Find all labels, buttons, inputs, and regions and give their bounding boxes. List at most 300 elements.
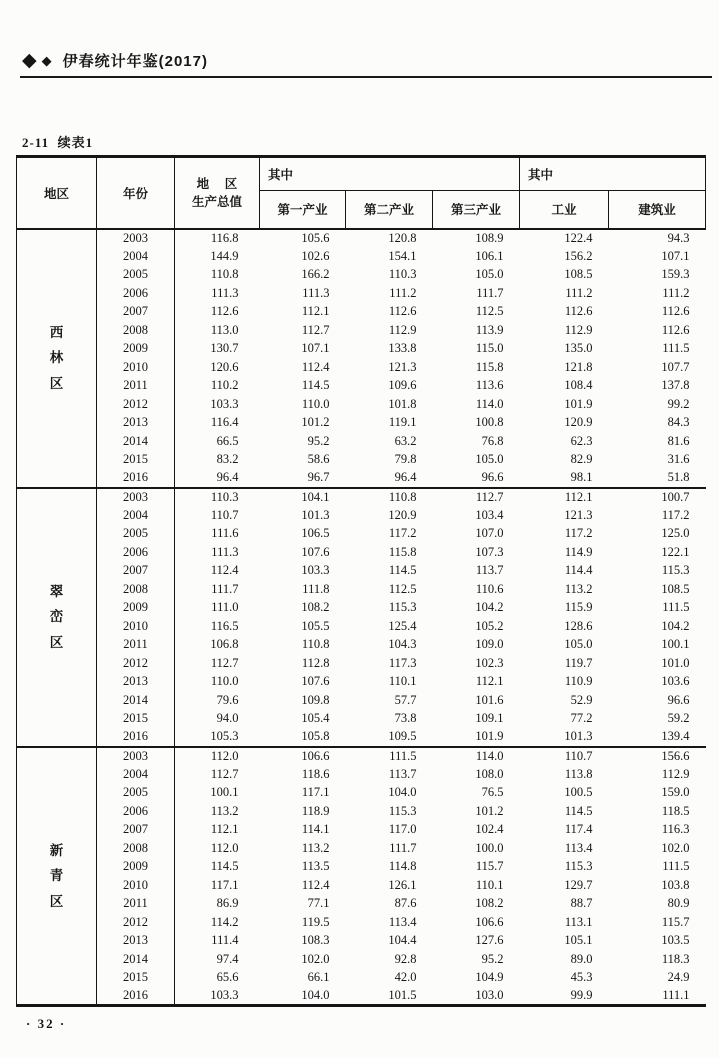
value-cell: 102.0 [301, 951, 330, 966]
table-row [17, 858, 706, 877]
value-cell: 110.9 [564, 674, 593, 689]
value-cell: 115.7 [475, 859, 504, 874]
year-cell: 2008 [97, 321, 175, 340]
page-number: · 32 · [26, 1016, 67, 1031]
value-cell: 103.6 [661, 674, 690, 689]
year-cell: 2007 [97, 821, 175, 840]
year-cell: 2003 [97, 488, 175, 507]
value-cell: 125.4 [388, 618, 417, 633]
value-cell: 103.4 [475, 507, 504, 522]
value-cell: 114.9 [564, 544, 593, 559]
value-cell: 76.5 [481, 785, 504, 800]
value-cell: 101.2 [475, 803, 504, 818]
value-cell: 112.4 [301, 877, 330, 892]
table-row [17, 673, 706, 692]
value-cell: 57.7 [394, 692, 417, 707]
value-cell: 115.9 [564, 600, 593, 615]
year-cell: 2013 [97, 932, 175, 951]
value-cell: 115.3 [564, 859, 593, 874]
col-header-year: 年份 [97, 157, 175, 229]
region-char: 林 [49, 350, 64, 366]
statistics-table [16, 155, 706, 1007]
region-char: 峦 [49, 609, 64, 625]
value-cell: 107.6 [301, 674, 330, 689]
value-cell: 103.3 [175, 987, 260, 1006]
value-cell: 101.3 [301, 507, 330, 522]
value-cell: 114.4 [564, 563, 593, 578]
table-row [17, 839, 706, 858]
value-cell: 113.7 [388, 766, 417, 781]
value-cell: 101.2 [301, 415, 330, 430]
table-body [17, 229, 706, 1006]
value-cell: 106.6 [260, 747, 346, 766]
table-row [17, 654, 706, 673]
value-cell: 107.1 [301, 341, 330, 356]
value-cell: 111.5 [662, 341, 690, 356]
table-row [17, 636, 706, 655]
value-cell: 95.2 [307, 433, 330, 448]
value-cell: 121.3 [564, 507, 593, 522]
year-cell: 2007 [97, 562, 175, 581]
value-cell: 105.2 [475, 618, 504, 633]
value-cell: 111.1 [662, 988, 690, 1002]
table-row [17, 562, 706, 581]
value-cell: 111.5 [346, 747, 433, 766]
year-cell: 2011 [97, 636, 175, 655]
value-cell: 111.2 [389, 285, 417, 300]
value-cell: 81.6 [667, 433, 690, 448]
yearbook-title: 伊春统计年鉴(2017) [62, 53, 208, 70]
value-cell: 159.3 [661, 267, 690, 282]
value-cell: 113.2 [175, 802, 260, 821]
value-cell: 117.3 [388, 655, 417, 670]
value-cell: 110.1 [475, 877, 504, 892]
year-cell: 2003 [97, 747, 175, 766]
value-cell: 77.1 [307, 896, 330, 911]
value-cell: 105.5 [301, 618, 330, 633]
year-cell: 2006 [97, 543, 175, 562]
col-header-secondary-industry: 第二产业 [346, 191, 433, 229]
value-cell: 129.7 [564, 877, 593, 892]
value-cell: 100.1 [661, 637, 690, 652]
table-row [17, 765, 706, 784]
value-cell: 112.6 [175, 303, 260, 322]
year-cell: 2015 [97, 710, 175, 729]
col-header-gdp [175, 157, 260, 229]
year-cell: 2015 [97, 451, 175, 470]
value-cell: 135.0 [564, 341, 593, 356]
region-label [17, 488, 97, 747]
value-cell: 113.6 [475, 378, 504, 393]
value-cell: 115.3 [661, 563, 690, 578]
value-cell: 106.1 [475, 248, 504, 263]
value-cell: 111.3 [175, 284, 260, 303]
value-cell: 112.1 [301, 304, 330, 319]
value-cell: 112.1 [520, 488, 609, 507]
value-cell: 107.7 [661, 359, 690, 374]
value-cell: 106.5 [301, 526, 330, 541]
value-cell: 100.1 [175, 784, 260, 803]
value-cell: 113.0 [175, 321, 260, 340]
value-cell: 119.7 [564, 655, 593, 670]
region-char: 区 [49, 375, 64, 391]
value-cell: 127.6 [475, 933, 504, 948]
value-cell: 105.1 [564, 933, 593, 948]
value-cell: 110.7 [175, 506, 260, 525]
value-cell: 108.3 [301, 933, 330, 948]
table-row [17, 895, 706, 914]
value-cell: 102.3 [475, 655, 504, 670]
value-cell: 100.8 [475, 415, 504, 430]
year-cell: 2014 [97, 432, 175, 451]
value-cell: 107.0 [475, 526, 504, 541]
table-row [17, 266, 706, 285]
value-cell: 98.1 [570, 470, 593, 485]
value-cell: 102.6 [301, 248, 330, 263]
table-row [17, 525, 706, 544]
year-cell: 2013 [97, 673, 175, 692]
year-cell: 2016 [97, 987, 175, 1006]
value-cell: 120.8 [388, 230, 417, 245]
value-cell: 112.6 [388, 304, 417, 319]
table-row [17, 358, 706, 377]
value-cell: 117.1 [175, 876, 260, 895]
value-cell: 128.6 [564, 618, 593, 633]
year-cell: 2014 [97, 691, 175, 710]
value-cell: 106.8 [175, 636, 260, 655]
value-cell: 112.1 [175, 821, 260, 840]
table-row [17, 913, 706, 932]
table-row [17, 469, 706, 488]
running-head [22, 50, 208, 71]
value-cell: 114.5 [175, 858, 260, 877]
table-row [17, 876, 706, 895]
value-cell: 110.3 [175, 488, 260, 507]
value-cell: 84.3 [667, 415, 690, 430]
value-cell: 103.8 [661, 877, 690, 892]
region-char: 新 [49, 842, 64, 858]
value-cell: 156.6 [609, 747, 706, 766]
value-cell: 58.6 [307, 452, 330, 467]
year-cell: 2004 [97, 765, 175, 784]
value-cell: 104.1 [260, 488, 346, 507]
year-cell: 2011 [97, 895, 175, 914]
region-char: 区 [49, 893, 64, 909]
region-char: 西 [49, 324, 64, 340]
value-cell: 101.6 [475, 692, 504, 707]
value-cell: 133.8 [388, 341, 417, 356]
col-header-construction: 建筑业 [609, 191, 706, 229]
value-cell: 107.6 [301, 544, 330, 559]
value-cell: 59.2 [667, 711, 690, 726]
year-cell: 2009 [97, 858, 175, 877]
value-cell: 112.6 [661, 322, 690, 337]
value-cell: 166.2 [301, 267, 330, 282]
value-cell: 122.4 [564, 230, 593, 245]
value-cell: 144.9 [175, 247, 260, 266]
col-group-of-which-2: 其中 [520, 157, 706, 191]
year-cell: 2005 [97, 525, 175, 544]
value-cell: 114.1 [301, 822, 330, 837]
year-cell: 2016 [97, 728, 175, 747]
value-cell: 137.8 [661, 378, 690, 393]
value-cell: 116.4 [175, 414, 260, 433]
value-cell: 45.3 [570, 970, 593, 985]
year-cell: 2009 [97, 340, 175, 359]
value-cell: 107.1 [661, 248, 690, 263]
value-cell: 108.9 [475, 230, 504, 245]
value-cell: 73.8 [394, 711, 417, 726]
value-cell: 112.8 [301, 655, 330, 670]
year-cell: 2006 [97, 802, 175, 821]
value-cell: 105.0 [475, 452, 504, 467]
value-cell: 100.5 [564, 785, 593, 800]
value-cell: 116.5 [175, 617, 260, 636]
value-cell: 77.2 [570, 711, 593, 726]
value-cell: 117.0 [388, 822, 417, 837]
value-cell: 112.9 [388, 322, 417, 337]
value-cell: 83.2 [175, 451, 260, 470]
value-cell: 102.0 [661, 840, 690, 855]
value-cell: 110.7 [520, 747, 609, 766]
year-cell: 2008 [97, 839, 175, 858]
value-cell: 112.4 [175, 562, 260, 581]
region-char: 区 [49, 634, 64, 650]
col-header-gdp-line1: 地 区 [196, 176, 238, 191]
value-cell: 100.7 [609, 488, 706, 507]
table-row [17, 303, 706, 322]
value-cell: 88.7 [570, 896, 593, 911]
value-cell: 113.4 [564, 840, 593, 855]
value-cell: 119.1 [388, 415, 417, 430]
year-cell: 2016 [97, 469, 175, 488]
value-cell: 82.9 [570, 452, 593, 467]
region-char: 青 [49, 868, 64, 883]
year-cell: 2015 [97, 969, 175, 988]
value-cell: 108.5 [661, 581, 690, 596]
col-group-of-which-1: 其中 [260, 157, 520, 191]
table-row [17, 247, 706, 266]
value-cell: 112.6 [564, 304, 593, 319]
value-cell: 112.9 [661, 766, 690, 781]
value-cell: 101.5 [388, 988, 417, 1002]
diamond-small-icon: ◆ [41, 53, 53, 68]
table-row [17, 617, 706, 636]
value-cell: 108.4 [564, 378, 593, 393]
value-cell: 86.9 [175, 895, 260, 914]
value-cell: 113.2 [301, 840, 330, 855]
value-cell: 99.2 [667, 396, 690, 411]
value-cell: 97.4 [175, 950, 260, 969]
value-cell: 104.2 [661, 618, 690, 633]
value-cell: 109.5 [388, 729, 417, 744]
value-cell: 111.5 [662, 600, 690, 615]
value-cell: 111.0 [175, 599, 260, 618]
value-cell: 111.7 [175, 580, 260, 599]
value-cell: 24.9 [667, 970, 690, 985]
value-cell: 115.8 [388, 544, 417, 559]
value-cell: 114.5 [388, 563, 417, 578]
value-cell: 117.2 [564, 526, 593, 541]
value-cell: 104.4 [388, 933, 417, 948]
table-row [17, 488, 706, 507]
value-cell: 79.8 [394, 452, 417, 467]
value-cell: 115.3 [388, 600, 417, 615]
year-cell: 2004 [97, 506, 175, 525]
value-cell: 112.9 [564, 322, 593, 337]
table-row [17, 432, 706, 451]
value-cell: 105.4 [301, 711, 330, 726]
value-cell: 96.4 [394, 470, 417, 485]
table-row [17, 987, 706, 1006]
region-label [17, 747, 97, 1006]
region-label [17, 229, 97, 488]
value-cell: 112.7 [301, 322, 330, 337]
value-cell: 114.5 [301, 378, 330, 393]
value-cell: 120.9 [388, 507, 417, 522]
value-cell: 104.0 [301, 988, 330, 1002]
value-cell: 109.1 [475, 711, 504, 726]
table-row [17, 932, 706, 951]
table-row [17, 340, 706, 359]
value-cell: 103.3 [175, 395, 260, 414]
value-cell: 110.2 [175, 377, 260, 396]
value-cell: 42.0 [394, 970, 417, 985]
year-cell: 2005 [97, 784, 175, 803]
table-row [17, 821, 706, 840]
value-cell: 105.0 [475, 267, 504, 282]
value-cell: 111.7 [476, 285, 504, 300]
value-cell: 112.7 [175, 654, 260, 673]
value-cell: 119.5 [301, 914, 330, 929]
year-cell: 2005 [97, 266, 175, 285]
value-cell: 118.6 [301, 766, 330, 781]
value-cell: 105.6 [301, 230, 330, 245]
value-cell: 101.8 [388, 396, 417, 411]
value-cell: 112.5 [475, 304, 504, 319]
value-cell: 115.8 [475, 359, 504, 374]
value-cell: 94.3 [667, 230, 690, 245]
value-cell: 118.5 [661, 803, 690, 818]
value-cell: 62.3 [570, 433, 593, 448]
value-cell: 115.7 [661, 914, 690, 929]
year-cell: 2013 [97, 414, 175, 433]
value-cell: 112.4 [301, 359, 330, 374]
value-cell: 87.6 [394, 896, 417, 911]
value-cell: 113.9 [475, 322, 504, 337]
value-cell: 121.8 [564, 359, 593, 374]
value-cell: 105.8 [301, 729, 330, 744]
value-cell: 52.9 [570, 692, 593, 707]
value-cell: 110.3 [388, 267, 417, 282]
value-cell: 126.1 [388, 877, 417, 892]
col-header-industry: 工业 [520, 191, 609, 229]
value-cell: 154.1 [388, 248, 417, 263]
value-cell: 111.4 [175, 932, 260, 951]
value-cell: 104.2 [475, 600, 504, 615]
value-cell: 101.0 [661, 655, 690, 670]
value-cell: 113.4 [388, 914, 417, 929]
value-cell: 113.7 [475, 563, 504, 578]
value-cell: 76.8 [481, 433, 504, 448]
year-cell: 2012 [97, 654, 175, 673]
year-cell: 2006 [97, 284, 175, 303]
value-cell: 156.2 [564, 248, 593, 263]
value-cell: 118.3 [661, 951, 690, 966]
year-cell: 2004 [97, 247, 175, 266]
value-cell: 108.5 [564, 267, 593, 282]
table-row [17, 284, 706, 303]
value-cell: 117.2 [661, 507, 690, 522]
value-cell: 115.3 [388, 803, 417, 818]
value-cell: 110.8 [175, 266, 260, 285]
value-cell: 139.4 [661, 729, 690, 744]
value-cell: 63.2 [394, 433, 417, 448]
value-cell: 111.5 [662, 859, 690, 874]
value-cell: 112.6 [661, 304, 690, 319]
value-cell: 112.0 [175, 839, 260, 858]
value-cell: 115.0 [475, 341, 504, 356]
table-row [17, 321, 706, 340]
col-header-region: 地区 [17, 157, 97, 229]
value-cell: 96.7 [307, 470, 330, 485]
table-row [17, 802, 706, 821]
header-rule [20, 76, 712, 78]
value-cell: 118.9 [301, 803, 330, 818]
value-cell: 104.3 [388, 637, 417, 652]
value-cell: 95.2 [481, 951, 504, 966]
value-cell: 114.2 [175, 913, 260, 932]
value-cell: 109.6 [388, 378, 417, 393]
table-row [17, 543, 706, 562]
value-cell: 51.8 [667, 470, 690, 485]
value-cell: 66.5 [175, 432, 260, 451]
value-cell: 108.2 [301, 600, 330, 615]
value-cell: 114.8 [388, 859, 417, 874]
table-caption: 2-11 续表1 [22, 135, 94, 150]
value-cell: 114.0 [475, 396, 504, 411]
table-head [17, 157, 706, 229]
value-cell: 113.5 [301, 859, 330, 874]
value-cell: 113.2 [564, 581, 593, 596]
value-cell: 113.8 [564, 766, 593, 781]
value-cell: 105.3 [175, 728, 260, 747]
value-cell: 110.6 [475, 581, 504, 596]
value-cell: 125.0 [661, 526, 690, 541]
value-cell: 112.7 [175, 765, 260, 784]
value-cell: 121.3 [388, 359, 417, 374]
value-cell: 111.7 [389, 840, 417, 855]
value-cell: 80.9 [667, 896, 690, 911]
value-cell: 101.9 [564, 396, 593, 411]
value-cell: 117.4 [564, 822, 593, 837]
year-cell: 2010 [97, 358, 175, 377]
value-cell: 110.8 [301, 637, 330, 652]
year-cell: 2010 [97, 876, 175, 895]
value-cell: 111.2 [662, 285, 690, 300]
value-cell: 130.7 [175, 340, 260, 359]
year-cell: 2012 [97, 913, 175, 932]
value-cell: 116.3 [661, 822, 690, 837]
value-cell: 109.0 [475, 637, 504, 652]
table-row [17, 229, 706, 248]
value-cell: 108.0 [475, 766, 504, 781]
value-cell: 107.3 [475, 544, 504, 559]
value-cell: 99.9 [570, 988, 593, 1002]
value-cell: 122.1 [661, 544, 690, 559]
value-cell: 117.2 [388, 526, 417, 541]
value-cell: 96.4 [175, 469, 260, 488]
